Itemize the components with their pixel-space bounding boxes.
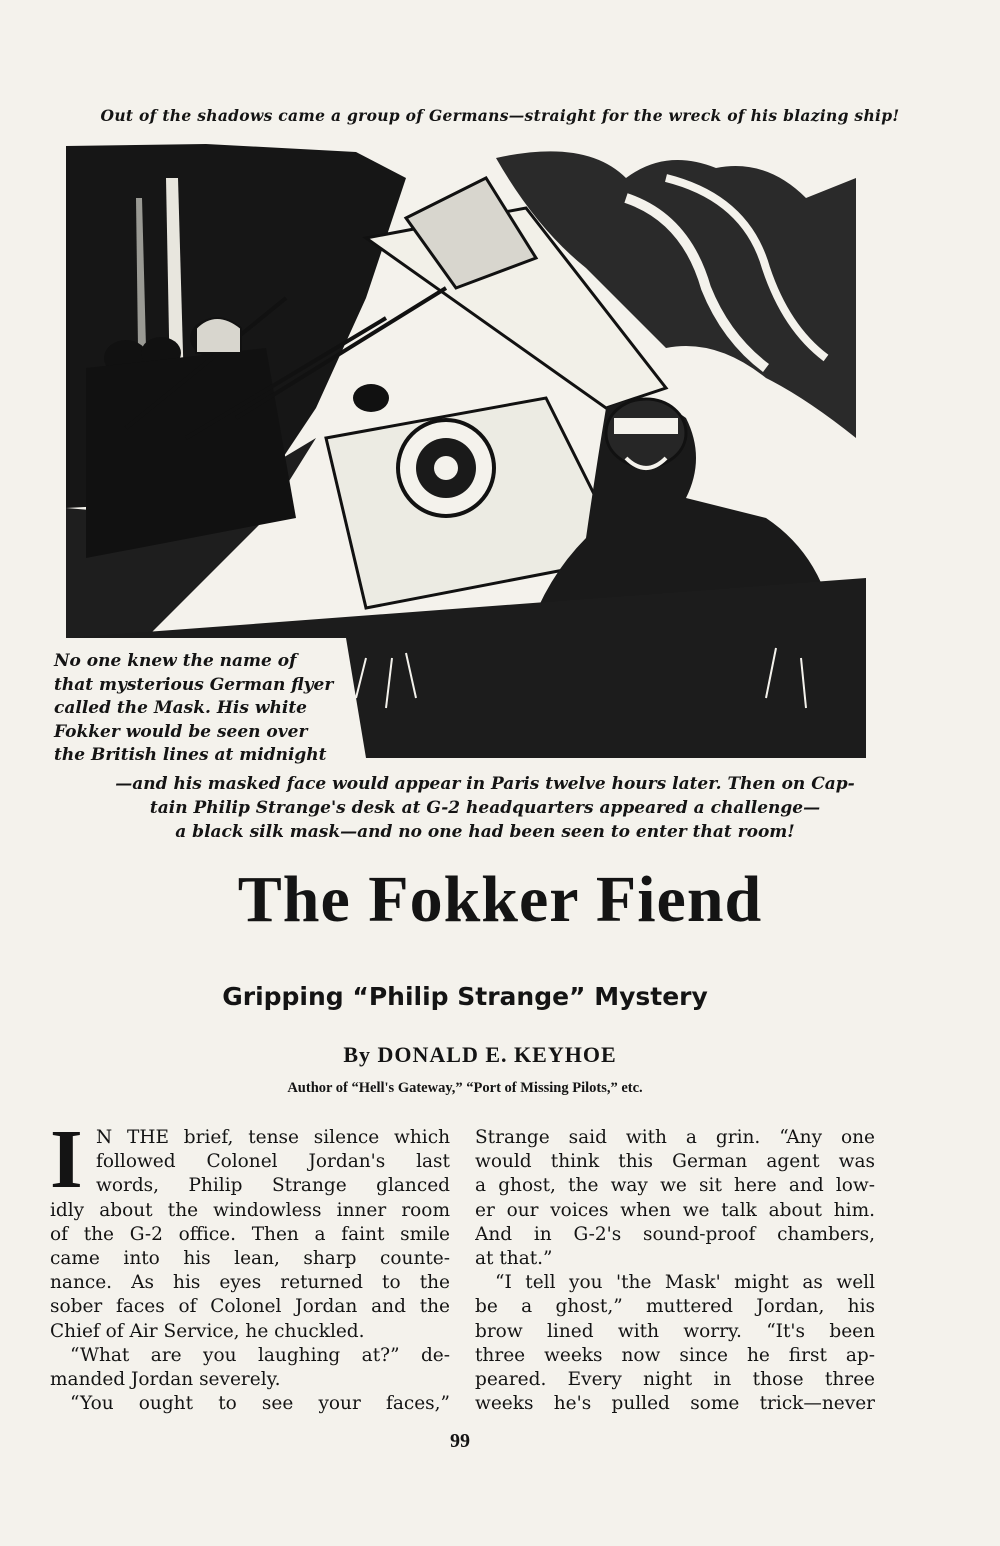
body-line: “I tell you 'the Mask' might as well (495, 1272, 875, 1294)
blurb-line: that mysterious German flyer (54, 674, 334, 695)
blurb-line: Fokker would be seen over (54, 721, 308, 742)
blurb-line: the British lines at midnight (54, 745, 327, 765)
body-line: brow lined with worry. “It's been (475, 1320, 875, 1342)
body-line: peared. Every night in those three (475, 1368, 875, 1390)
drop-cap: I (50, 1113, 83, 1206)
body-line: And in G-2's sound-proof chambers, (475, 1223, 875, 1245)
body-line: Chief of Air Service, he chuckled. (50, 1320, 365, 1342)
page-number: 99 (450, 1430, 470, 1452)
body-line: manded Jordan severely. (50, 1368, 281, 1390)
blurb-line: —and his masked face would appear in Paris twelve hours later. Then on Cap- (115, 774, 855, 794)
body-line: “What are you laughing at?” de- (70, 1344, 450, 1366)
body-column-left (50, 1113, 450, 1416)
body-column-right (475, 1126, 875, 1416)
body-line: would think this German agent was (475, 1151, 875, 1173)
blurb-line: called the Mask. His white (54, 698, 307, 718)
blurb-line: tain Philip Strange's desk at G-2 headquarters appeared a challenge— (149, 798, 821, 818)
body-line: nance. As his eyes returned to the (50, 1272, 450, 1294)
story-blurb-center (50, 772, 920, 844)
body-line: Strange said with a grin. “Any one (475, 1127, 875, 1148)
body-line: words, Philip Strange glanced (96, 1175, 450, 1197)
story-subtitle: Gripping “Philip Strange” Mystery (222, 982, 708, 1011)
body-line: weeks he's pulled some trick—never (475, 1393, 875, 1415)
body-line: at that.” (475, 1247, 553, 1269)
body-line: came into his lean, sharp counte- (50, 1247, 450, 1269)
author-byline: By DONALD E. KEYHOE (343, 1042, 617, 1067)
story-title: The Fokker Fiend (237, 863, 763, 936)
body-line: a ghost, the way we sit here and low- (475, 1175, 875, 1197)
author-credits: Author of “Hell's Gateway,” “Port of Missing Pilots,” etc. (287, 1080, 643, 1096)
body-line: followed Colonel Jordan's last (96, 1151, 450, 1173)
story-blurb-left (54, 650, 354, 768)
body-line: be a ghost,” muttered Jordan, his (475, 1296, 875, 1318)
body-line: sober faces of Colonel Jordan and the (50, 1296, 450, 1318)
body-line: of the G-2 office. Then a faint smile (50, 1223, 450, 1245)
body-line: three weeks now since he first ap- (475, 1344, 875, 1366)
body-line: idly about the windowless inner room (50, 1199, 450, 1221)
blurb-line: No one knew the name of (54, 651, 297, 671)
body-line: er our voices when we talk about him. (475, 1199, 875, 1221)
body-line: “You ought to see your faces,” (70, 1393, 450, 1415)
body-line: N THE brief, tense silence which (96, 1127, 450, 1148)
illustration-caption: Out of the shadows came a group of Germans—straight for the wreck of his blazing ship! (100, 106, 900, 125)
blurb-line: a black silk mask—and no one had been seen to enter that room! (175, 822, 795, 842)
